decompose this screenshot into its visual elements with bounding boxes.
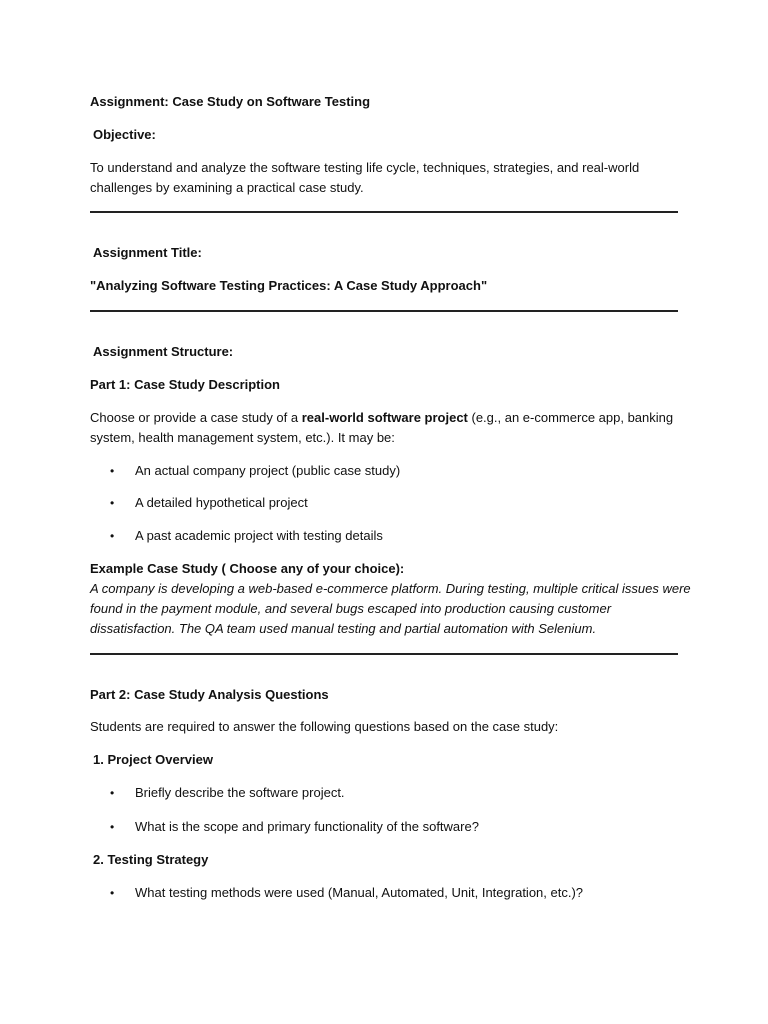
bullet-icon: • (110, 529, 115, 543)
example-heading: Example Case Study ( Choose any of your choice): (90, 561, 405, 576)
objective-heading: Objective: (93, 127, 156, 142)
q2-heading: 2. Testing Strategy (93, 852, 209, 867)
assignment-title-heading: Assignment Title: (93, 245, 202, 260)
list-item (110, 783, 345, 803)
example-text-line-2: found in the payment module, and several bugs escaped into production causing customer (90, 601, 612, 616)
list-item (110, 526, 383, 546)
part1-intro-line-1 (90, 408, 673, 428)
part2-intro: Students are required to answer the following questions based on the case study: (90, 719, 559, 734)
bullet-icon: • (110, 464, 115, 478)
part1-intro-line-2: system, health management system, etc.). It may be: (90, 430, 395, 445)
list-item (110, 883, 583, 903)
part1-intro-bold: real-world software project (301, 410, 468, 425)
list-item (110, 817, 479, 837)
divider-3 (90, 653, 678, 655)
assignment-title: "Analyzing Software Testing Practices: A Case Study Approach" (90, 278, 488, 293)
list-item-text: A past academic project with testing details (135, 528, 383, 543)
divider-1 (90, 211, 678, 213)
bullet-icon: • (110, 496, 115, 510)
list-item (110, 461, 400, 481)
part2-heading: Part 2: Case Study Analysis Questions (90, 687, 329, 702)
list-item-text: An actual company project (public case study) (135, 463, 401, 478)
part1-heading: Part 1: Case Study Description (90, 377, 280, 392)
assignment-heading: Assignment: Case Study on Software Testing (90, 94, 371, 109)
example-text-line-3: dissatisfaction. The QA team used manual testing and partial automation with Selenium. (90, 621, 597, 636)
structure-heading: Assignment Structure: (93, 344, 234, 359)
bullet-icon: • (110, 820, 115, 834)
q1-heading: 1. Project Overview (93, 752, 213, 767)
bullet-icon: • (110, 786, 115, 800)
list-item-text: What testing methods were used (Manual, Automated, Unit, Integration, etc.)? (135, 885, 584, 900)
example-text-line-1: A company is developing a web-based e-commerce platform. During testing, multiple critical issues were (90, 581, 691, 596)
list-item-text: A detailed hypothetical project (135, 495, 308, 510)
objective-text-line-2: challenges by examining a practical case study. (90, 180, 364, 195)
part1-intro-text-b: (e.g., an e-commerce app, banking (467, 410, 674, 425)
objective-text-line-1: To understand and analyze the software testing life cycle, techniques, strategies, and real-world (90, 160, 640, 175)
bullet-icon: • (110, 886, 115, 900)
part1-intro-text-a: Choose or provide a case study of a (90, 410, 302, 425)
list-item-text: Briefly describe the software project. (135, 785, 345, 800)
list-item-text: What is the scope and primary functionality of the software? (135, 819, 479, 834)
list-item (110, 493, 308, 513)
divider-2 (90, 310, 678, 312)
